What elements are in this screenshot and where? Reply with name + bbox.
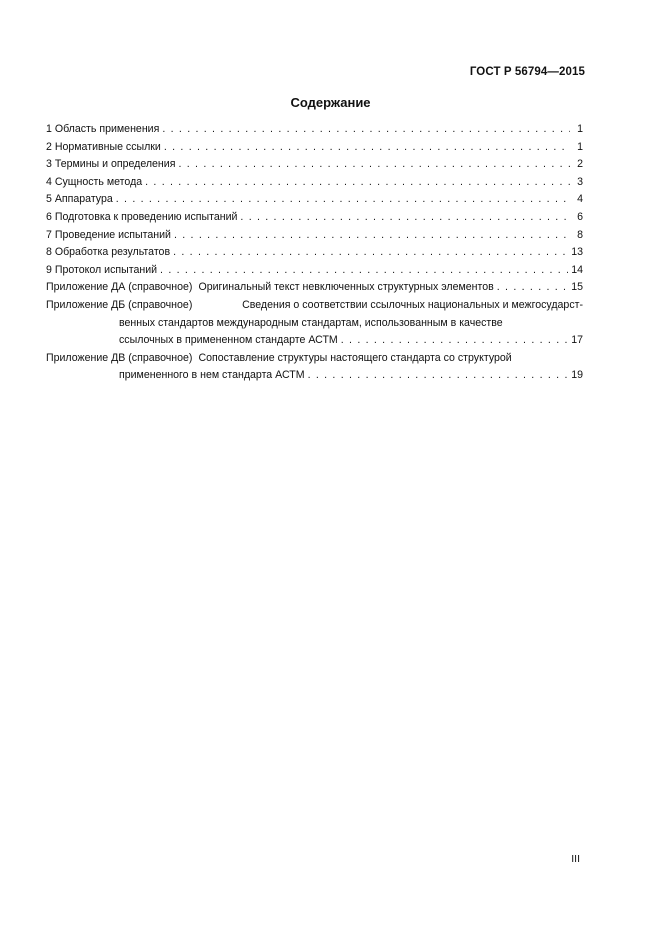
dot-leader xyxy=(164,139,570,157)
toc-entry-label: 8 Обработка результатов xyxy=(46,246,171,259)
toc-entry-label: 7 Проведение испытаний xyxy=(46,228,171,241)
toc-entry-label: 1 Область применения xyxy=(46,123,160,135)
appendix-title-line: венных стандартов международным стандартам, использованным в качестве xyxy=(119,316,503,329)
page-number: III xyxy=(571,853,580,865)
toc-entry[interactable] xyxy=(46,227,583,245)
table-of-contents xyxy=(46,121,583,385)
toc-entry[interactable] xyxy=(46,209,583,227)
toc-entry-page: 1 xyxy=(577,140,583,153)
toc-entry-label: 6 Подготовка к проведению испытаний xyxy=(46,210,238,223)
toc-appendix-entry[interactable] xyxy=(46,350,583,385)
dot-leader xyxy=(497,279,568,297)
toc-entry-page: 17 xyxy=(571,334,583,347)
toc-entry-label: 2 Нормативные ссылки xyxy=(46,140,161,153)
document-code: ГОСТ Р 56794—2015 xyxy=(469,66,585,78)
appendix-heading: Приложение ДВ (справочное) xyxy=(46,351,193,364)
toc-entry-page: 3 xyxy=(577,175,583,188)
toc-appendix-entry[interactable] xyxy=(46,297,583,350)
toc-entry-label: 5 Аппаратура xyxy=(46,193,113,206)
dot-leader xyxy=(178,156,570,174)
dot-leader xyxy=(162,121,570,139)
appendix-heading: Приложение ДА (справочное) xyxy=(46,281,193,294)
appendix-title-line: Сведения о соответствии ссылочных национальных и межгосударст- xyxy=(242,298,583,311)
toc-entry-page: 4 xyxy=(577,193,583,206)
appendix-title-line: Сопоставление структуры настоящего стандарта со структурой xyxy=(198,351,512,364)
toc-entry-label: 9 Протокол испытаний xyxy=(46,263,158,276)
appendix-title-line: ссылочных в примененном стандарте АСТМ xyxy=(119,334,338,347)
toc-entry[interactable] xyxy=(46,121,583,139)
appendix-heading: Приложение ДБ (справочное) xyxy=(46,298,193,311)
dot-leader xyxy=(116,191,570,209)
dot-leader xyxy=(240,209,570,227)
appendix-title: Оригинальный текст невключенных структурных элементов xyxy=(198,281,494,294)
toc-entry-page: 6 xyxy=(577,210,583,223)
dot-leader xyxy=(173,244,568,262)
toc-entry[interactable] xyxy=(46,156,583,174)
toc-entry[interactable] xyxy=(46,262,583,280)
toc-entry-page: 14 xyxy=(571,263,583,276)
toc-entry[interactable] xyxy=(46,244,583,262)
toc-entry[interactable] xyxy=(46,139,583,157)
toc-entry[interactable] xyxy=(46,174,583,192)
dot-leader xyxy=(174,227,570,245)
toc-entry-label: 4 Сущность метода xyxy=(46,175,143,188)
toc-entry-page: 15 xyxy=(571,281,583,294)
toc-entry[interactable] xyxy=(46,191,583,209)
dot-leader xyxy=(145,174,570,192)
dot-leader xyxy=(160,262,568,280)
toc-entry-page: 1 xyxy=(577,123,583,135)
toc-entry-page: 8 xyxy=(577,228,583,241)
toc-entry-page: 13 xyxy=(571,246,583,259)
toc-title: Содержание xyxy=(290,95,371,110)
toc-entry-page: 2 xyxy=(577,158,583,171)
dot-leader xyxy=(308,367,569,385)
toc-appendix-entry[interactable] xyxy=(46,279,583,297)
toc-entry-label: 3 Термины и определения xyxy=(46,158,176,171)
dot-leader xyxy=(341,332,568,350)
toc-entry-page: 19 xyxy=(571,369,583,382)
appendix-title-line: примененного в нем стандарта АСТМ xyxy=(119,369,305,382)
